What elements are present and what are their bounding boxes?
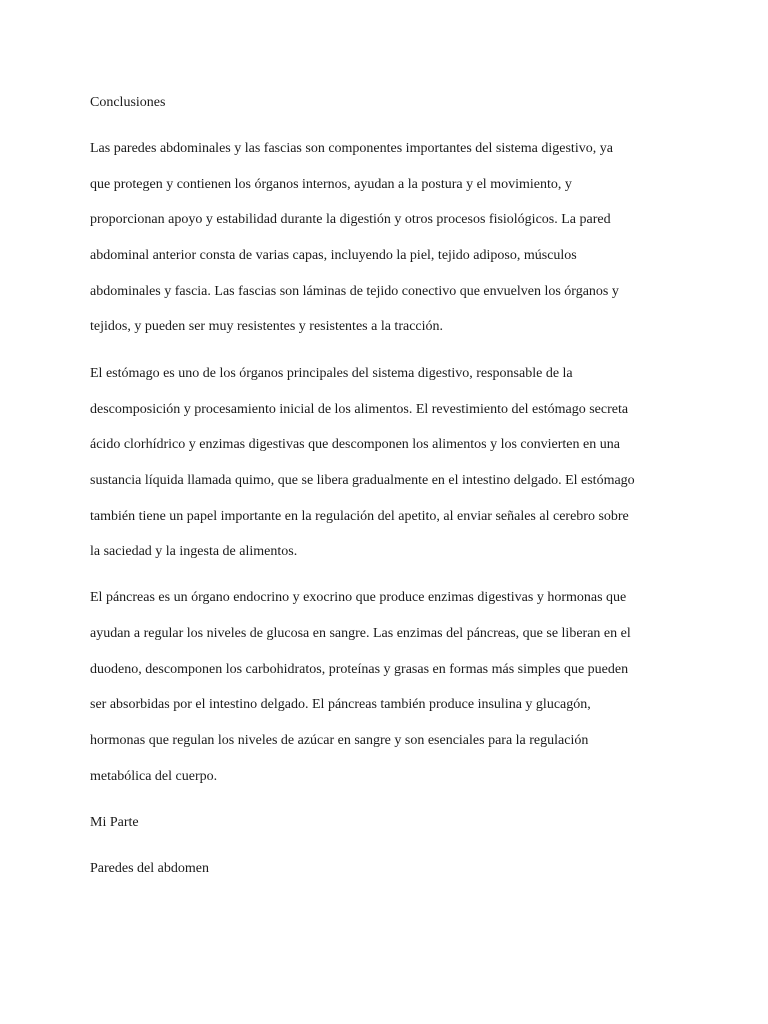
paragraph-line: abdominal anterior consta de varias capas, incluyendo la piel, tejido adiposo, músculos (90, 248, 577, 263)
paragraph-line: ácido clorhídrico y enzimas digestivas que descomponen los alimentos y los convierten en una (90, 437, 620, 452)
paragraph-line: sustancia líquida llamada quimo, que se libera gradualmente en el intestino delgado. El estómago (90, 473, 635, 488)
paragraph-line: la saciedad y la ingesta de alimentos. (90, 544, 298, 559)
heading-mi-parte: Mi Parte (90, 815, 139, 830)
paragraph-line: descomposición y procesamiento inicial de los alimentos. El revestimiento del estómago secreta (90, 402, 629, 417)
paragraph-line: que protegen y contienen los órganos internos, ayudan a la postura y el movimiento, y (90, 177, 572, 192)
paragraph-line: Las paredes abdominales y las fascias son componentes importantes del sistema digestivo, ya (90, 141, 613, 156)
paragraph-line: también tiene un papel importante en la regulación del apetito, al enviar señales al cerebro sobre (90, 509, 629, 524)
paragraph-line: hormonas que regulan los niveles de azúcar en sangre y son esenciales para la regulación (90, 733, 589, 748)
heading-conclusiones: Conclusiones (90, 95, 166, 110)
paragraph-line: duodeno, descomponen los carbohidratos, proteínas y grasas en formas más simples que pueden (90, 662, 629, 677)
paragraph-line: ayudan a regular los niveles de glucosa en sangre. Las enzimas del páncreas, que se liberan en el (90, 626, 631, 641)
paragraph-line: metabólica del cuerpo. (90, 769, 218, 784)
paragraph-line: ser absorbidas por el intestino delgado. El páncreas también produce insulina y glucagón, (90, 697, 591, 712)
paragraph-line: El páncreas es un órgano endocrino y exocrino que produce enzimas digestivas y hormonas que (90, 590, 627, 605)
paragraph-line: El estómago es uno de los órganos principales del sistema digestivo, responsable de la (90, 366, 573, 381)
heading-paredes-del-abdomen: Paredes del abdomen (90, 861, 209, 876)
paragraph-line: tejidos, y pueden ser muy resistentes y resistentes a la tracción. (90, 319, 444, 334)
paragraph-line: proporcionan apoyo y estabilidad durante la digestión y otros procesos fisiológicos. La pared (90, 212, 611, 227)
paragraph-line: abdominales y fascia. Las fascias son láminas de tejido conectivo que envuelven los órganos y (90, 284, 619, 299)
